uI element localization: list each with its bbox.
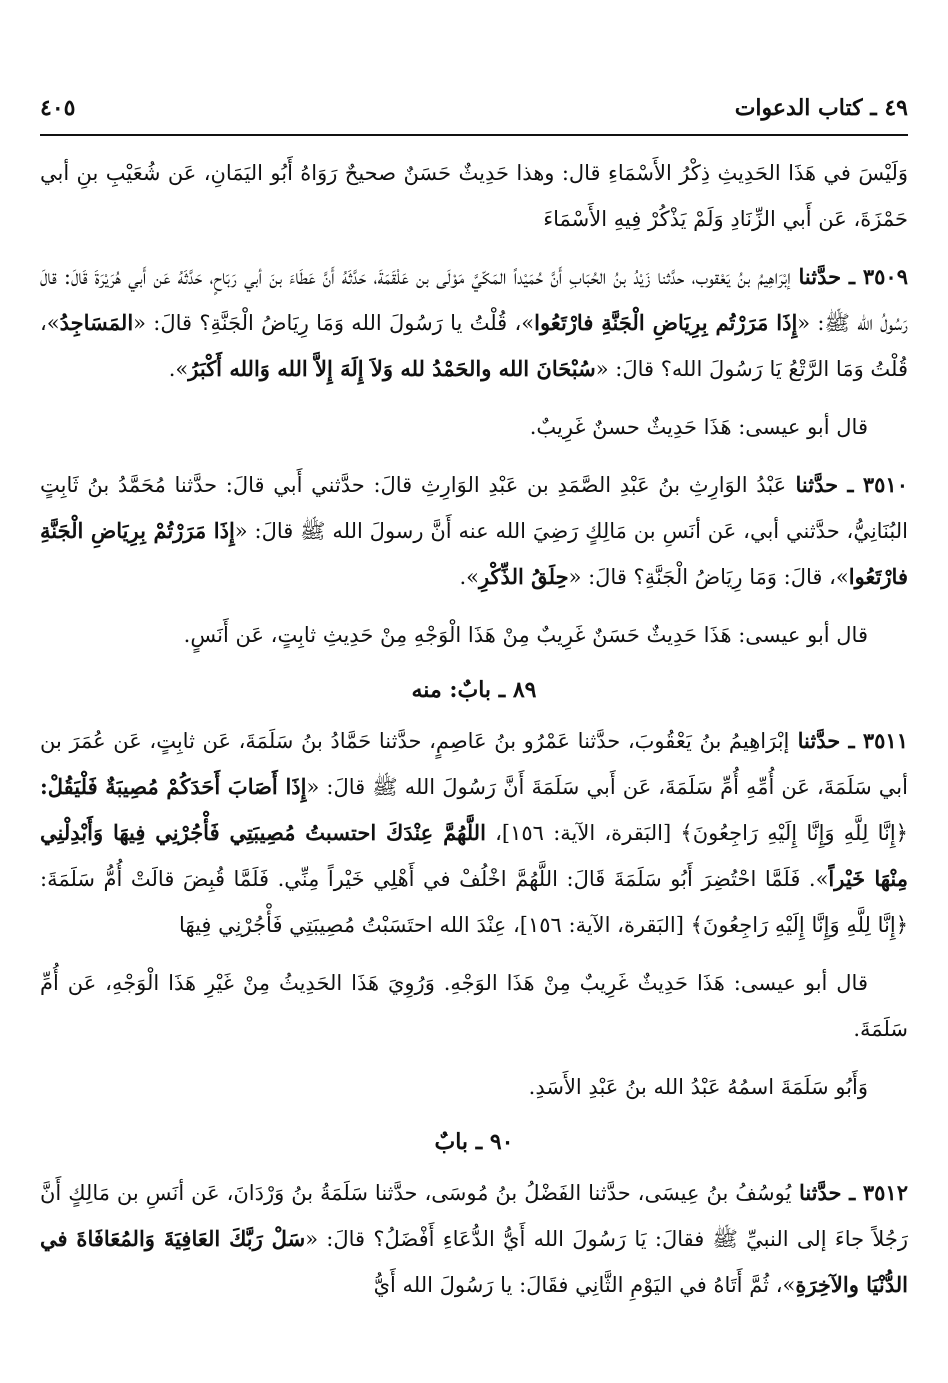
emphasis-text: اللَّهُمَّ عِنْدَكَ احتسبتُ مُصِيبَتِي فَأْجُرْنِي فِيهَا وَأَبْدِلْنِي مِنْهَا خَيْراً: [40, 820, 908, 891]
paragraph-p3512: [40, 1170, 908, 1308]
body-text: [البَقرة، الآية: ١٥٦]،: [485, 821, 681, 845]
emphasis-text: سُبْحَانَ الله والحَمْدُ لله وَلاَ إِلَهَ إِلاَّ الله وَالله أَكْبَرُ: [188, 356, 596, 381]
body-text: قال أبو عيسى: هَذَا حَدِيثٌ حسنٌ غَرِيبٌ.: [529, 415, 868, 439]
hadith-number: ٣٥١٢ ـ: [849, 1180, 908, 1205]
bab-90-heading: ٩٠ ـ بابٌ: [434, 1129, 514, 1155]
body-text: ﴿إِنَّا لِلَّهِ وَإِنَّا إِلَيْهِ رَاجِعُونَ﴾: [680, 821, 908, 845]
body-text: قال أبو عيسى: هَذَا حَدِيثٌ حَسَنٌ غَرِيبٌ مِنْ هَذَا الْوَجْهِ مِنْ حَدِيثِ ثابِتٍ، عَن أَنَسٍ.: [183, 623, 868, 647]
body-text: وَأَبُو سَلَمَةَ اسمُهُ عَبْدُ الله بنُ عَبْدِ الأَسَدِ.: [528, 1075, 868, 1099]
paragraph-p0: [40, 150, 908, 242]
page-header: [40, 88, 908, 128]
body-text: ».: [459, 565, 479, 589]
paragraph-p4: [40, 960, 908, 1052]
body-text: »، ثُمَّ أَتَاهُ في اليَوْمِ الثَّانِي فقَالَ: يا رَسُولَ الله أَيُّ: [373, 1273, 796, 1297]
paragraph-p3511: [40, 718, 908, 948]
body-text: وَلَيْسَ في هَذَا الحَدِيثِ ذِكْرُ الأَسْمَاءِ قال: وهذا حَدِيثٌ حَسَنٌ صحيحٌ رَوَاهُ أَبُو اليَمَانِ، عَن شُعَيْبِ بنِ أبي حَمْزَةَ، عَن أَبي الزِّنَادِ وَلَمْ يَذْكُرْ فِيهِ الأَسْمَاءَ: [40, 161, 908, 231]
body-text: إبْرَاهِيمُ بنُ يَعْقُوبَ، حدَّثنا عَمْرُو بنُ عَاصِمٍ، حدَّثنا حَمَّادُ بنُ سَلَمَةَ، عَن ثابِتٍ، عَن عُمَرَ بن أبي سَلَمَةَ، عَن أُمِّهِ أُمِّ سَلَمَةَ، عَن أَبي سَلَمَةَ أَنَّ رَسُولَ الله ﷺ قالَ: «: [40, 729, 908, 799]
body-text: قال أبو عيسى: هَذَا حَدِيثٌ غَرِيبٌ مِنْ هَذَا الوَجْهِ. وَرُوِيَ هَذَا الحَدِيثُ مِنْ غَيْرِ هَذَا الْوَجْهِ، عَن أُمِّ سَلَمَةَ.: [40, 971, 908, 1041]
bab-89-heading: ٨٩ ـ بابٌ: منه: [411, 677, 537, 703]
emphasis-text: حدَّثنا: [790, 264, 849, 289]
emphasis-text: إِذَا مَرَرْتُم بِرِيَاضِ الْجَنَّةِ فارْتَعُوا: [534, 310, 798, 335]
emphasis-text: حِلَقُ الذِّكْرِ: [478, 564, 569, 589]
body-text: يُوسُفُ بنُ عِيسَى، حدَّثنا الفَضْلُ بنُ مُوسَى، حدَّثنا سَلَمَةُ بنُ وَرْدَانَ، عَن أنَسِ بن مَالِكٍ أَنَّ رَجُلاً جاءَ إلى النبيِّ ﷺ فقالَ: يَا رَسُولَ الله أَيُّ الدُّعَاءِ أَفْضَلُ؟ قالَ: «: [40, 1181, 908, 1251]
page-number: ٤٠٥: [40, 95, 76, 121]
emphasis-text: سَلْ رَبَّكَ العَافِيَةَ وَالمُعَافَاةَ في الدُّنْيَا والآخِرَةِ: [40, 1226, 908, 1297]
chapter-title: ٤٩ ـ كتاب الدعوات: [734, 95, 908, 121]
emphasis-text: حدَّثنا: [789, 728, 849, 753]
paragraph-group-b: [40, 718, 908, 1110]
page-content: [40, 150, 908, 1320]
emphasis-text: إِذَا أَصَابَ أَحَدَكُمْ مُصِيبَةٌ فَلْيَقُلْ:: [40, 774, 307, 799]
emphasis-text: المَسَاجِدُ: [59, 310, 134, 335]
body-text: عَبْدُ الوَارِثِ بنُ عَبْدِ الصَّمَدِ بن عَبْدِ الوَارِثِ قالَ: حدَّثني أَبي قالَ: حدَّثنا مُحَمَّدُ بنُ ثَابِتٍ البُنَانِيُّ، حدَّثني أبي، عَن أنَسِ بن مَالِكٍ رَضِيَ الله عنه أَنَّ رسولَ الله ﷺ قالَ: «: [40, 473, 908, 543]
paragraph-group-c: [40, 1170, 908, 1308]
hadith-number: ٣٥١٠ ـ: [847, 472, 908, 497]
body-text: ». فَلَمَّا احْتُضِرَ أَبُو سَلَمَةَ قَالَ: اللَّهُمَّ اخْلُفْ في أَهْلِي خَيْراً مِنِّي. فَلَمَّا قُبِضَ قالَتْ أُمُّ سَلَمَةَ: ﴿إِنَّا لِلَّهِ وَإِنَّا إِلَيْهِ رَاجِعُونَ﴾ [البَقرة، الآية: ١٥٦]، عِنْدَ الله احتَسَبْتُ مُصِيبَتِي فَأْجُرْنِي فِيهَا: [40, 867, 908, 937]
body-text: »، قُلْتُ يا رَسُولَ الله وَمَا رِيَاضُ الْجَنَّةِ؟ قالَ: «: [133, 311, 535, 335]
paragraph-p2: [40, 612, 908, 658]
body-text: إبْرَاهِيمُ بنُ يَعْقوب، حدَّثنا زَيْدُ بنُ الحُبَابِ أَنَّ حُمَيْداً المَكّيَّ مَوْلَى بن عَلْقَمَةَ، حَدَّثَهُ أَنَّ عَطَاءَ بنَ أبي رَبَاحٍ، حَدَّثَهُ عَن أَبي هُرَيْرَةَ قَالَ: قالَ رَسُولُ الله ﷺ: «: [40, 265, 908, 335]
emphasis-text: حدَّثنا: [791, 1180, 850, 1205]
emphasis-text: حدَّثنا: [786, 472, 848, 497]
emphasis-text: إِذَا مَرَرْتُمْ بِرِيَاضِ الْجَنَّةِ فارْتَعُوا: [40, 518, 908, 589]
header-rule: [40, 134, 908, 136]
paragraph-group-a: [40, 150, 908, 658]
body-text: ».: [168, 357, 189, 381]
paragraph-p3509: [40, 254, 908, 392]
body-text: »، قالَ: وَمَا رِيَاضُ الْجَنَّةِ؟ قالَ: «: [568, 565, 849, 589]
paragraph-p3510: [40, 462, 908, 600]
paragraph-p1: [40, 404, 908, 450]
paragraph-p5: [40, 1064, 908, 1110]
body-text: »، قُلْتُ وَمَا الرَّتْعُ يَا رَسُولَ الله؟ قالَ: «: [40, 311, 908, 381]
hadith-number: ٣٥١١ ـ: [848, 728, 908, 753]
hadith-number: ٣٥٠٩ ـ: [848, 264, 908, 289]
